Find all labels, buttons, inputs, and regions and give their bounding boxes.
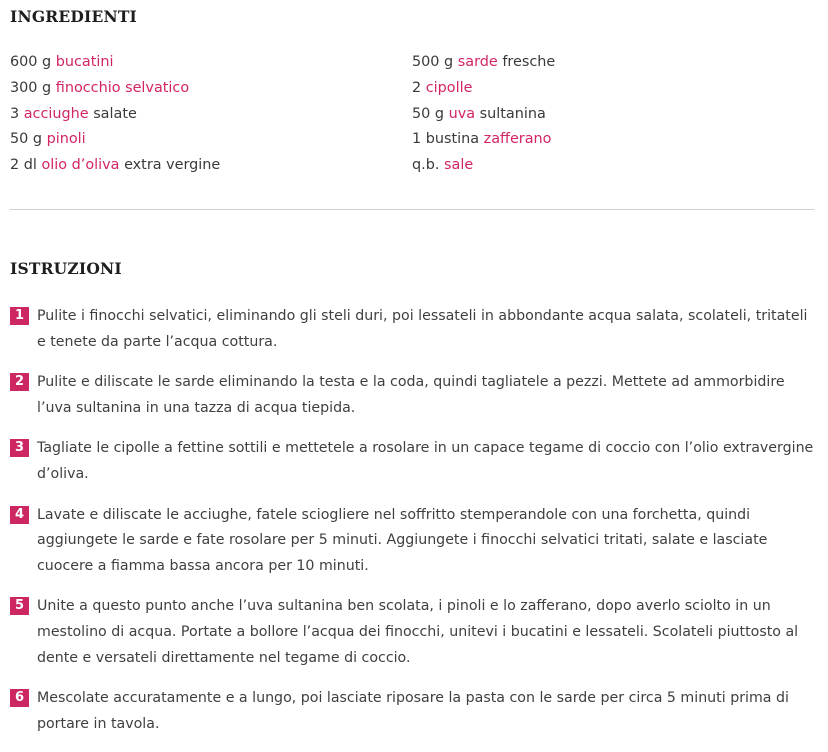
instructions-list	[10, 304, 818, 752]
ingredient-item	[10, 53, 400, 79]
step-text: Mescolate accuratamente e a lungo, poi lasciate riposare la pasta con le sarde per circa 5 minuti prima di portare in tavola.	[37, 690, 789, 732]
ingredient-link[interactable]: bucatini	[55, 54, 114, 70]
step-number-badge: 6	[10, 689, 29, 707]
ingredient-link[interactable]: uva	[448, 105, 476, 122]
ingredient-item	[10, 105, 400, 131]
instruction-step	[10, 686, 818, 737]
section-divider	[10, 209, 814, 210]
ingredient-link[interactable]: zafferano	[483, 131, 552, 148]
step-number-badge: 4	[10, 506, 29, 524]
ingredient-qty: 2	[412, 79, 422, 96]
ingredient-qty: 3	[10, 105, 20, 122]
ingredient-item	[10, 130, 400, 156]
ingredient-qty: 50 g	[10, 131, 43, 148]
ingredients-list-right	[412, 53, 812, 182]
instruction-step	[10, 436, 818, 487]
ingredient-qty: 300 g	[10, 79, 52, 96]
ingredient-item	[412, 156, 812, 182]
step-text: Tagliate le cipolle a fettine sottili e mettetele a rosolare in un capace tegame di coccio con l’olio extravergine d’oliva.	[37, 440, 814, 482]
ingredient-link[interactable]: acciughe	[23, 105, 89, 122]
ingredient-link[interactable]: olio d’oliva	[41, 157, 120, 174]
ingredient-link[interactable]: pinoli	[46, 131, 86, 148]
ingredient-item	[412, 105, 812, 131]
ingredient-item	[412, 53, 812, 79]
ingredient-link[interactable]: sarde	[457, 54, 498, 70]
step-number-badge: 3	[10, 439, 29, 457]
ingredient-link[interactable]: sale	[444, 157, 474, 174]
ingredient-link[interactable]: cipolle	[425, 79, 473, 96]
instruction-step	[10, 503, 818, 580]
step-number-badge: 1	[10, 307, 29, 325]
ingredient-qty: 2 dl	[10, 157, 37, 174]
ingredient-item	[10, 156, 400, 182]
ingredients-heading: INGREDIENTI	[10, 7, 138, 26]
ingredient-qty: q.b.	[412, 157, 440, 174]
step-text: Lavate e diliscate le acciughe, fatele sciogliere nel soffritto stemperandole con una forchetta, quindi aggiungete le sarde e fate rosolare per 5 minuti. Aggiungete i finocchi selvatici tritati, salate e lasciate cuocere a fiamma bassa ancora per 10 minuti.	[37, 506, 768, 574]
ingredient-qty: 1 bustina	[412, 131, 480, 148]
ingredient-qty: 50 g	[412, 105, 445, 122]
ingredient-link[interactable]: finocchio selvatico	[55, 79, 190, 96]
ingredients-list-left	[10, 53, 400, 182]
instruction-step	[10, 304, 818, 355]
step-text: Pulite e diliscate le sarde eliminando la testa e la coda, quindi tagliatele a pezzi. Mettete ad ammorbidire l’uva sultanina in una tazza di acqua tiepida.	[37, 374, 785, 416]
ingredient-item	[412, 130, 812, 156]
step-number-badge: 5	[10, 597, 29, 615]
step-number-badge: 2	[10, 373, 29, 391]
ingredient-suffix: salate	[93, 105, 137, 122]
ingredient-suffix: sultanina	[479, 105, 546, 122]
ingredient-qty: 600 g	[10, 54, 52, 70]
ingredient-suffix: fresche	[502, 54, 556, 70]
ingredient-item	[412, 79, 812, 105]
ingredient-qty: 500 g	[412, 54, 454, 70]
instruction-step	[10, 594, 818, 671]
step-text: Pulite i finocchi selvatici, eliminando gli steli duri, poi lessateli in abbondante acqua salata, scolateli, tritateli e tenete da parte l’acqua cottura.	[37, 308, 808, 350]
instructions-heading: ISTRUZIONI	[10, 259, 122, 278]
ingredient-suffix: extra vergine	[124, 157, 221, 174]
step-text: Unite a questo punto anche l’uva sultanina ben scolata, i pinoli e lo zafferano, dopo averlo sciolto in un mestolino di acqua. Portate a bollore l’acqua dei finocchi, unitevi i bucatini e lessateli. Scolateli piuttosto al dente e versateli direttamente nel tegame di coccio.	[37, 598, 799, 666]
instruction-step	[10, 370, 818, 421]
ingredient-item	[10, 79, 400, 105]
